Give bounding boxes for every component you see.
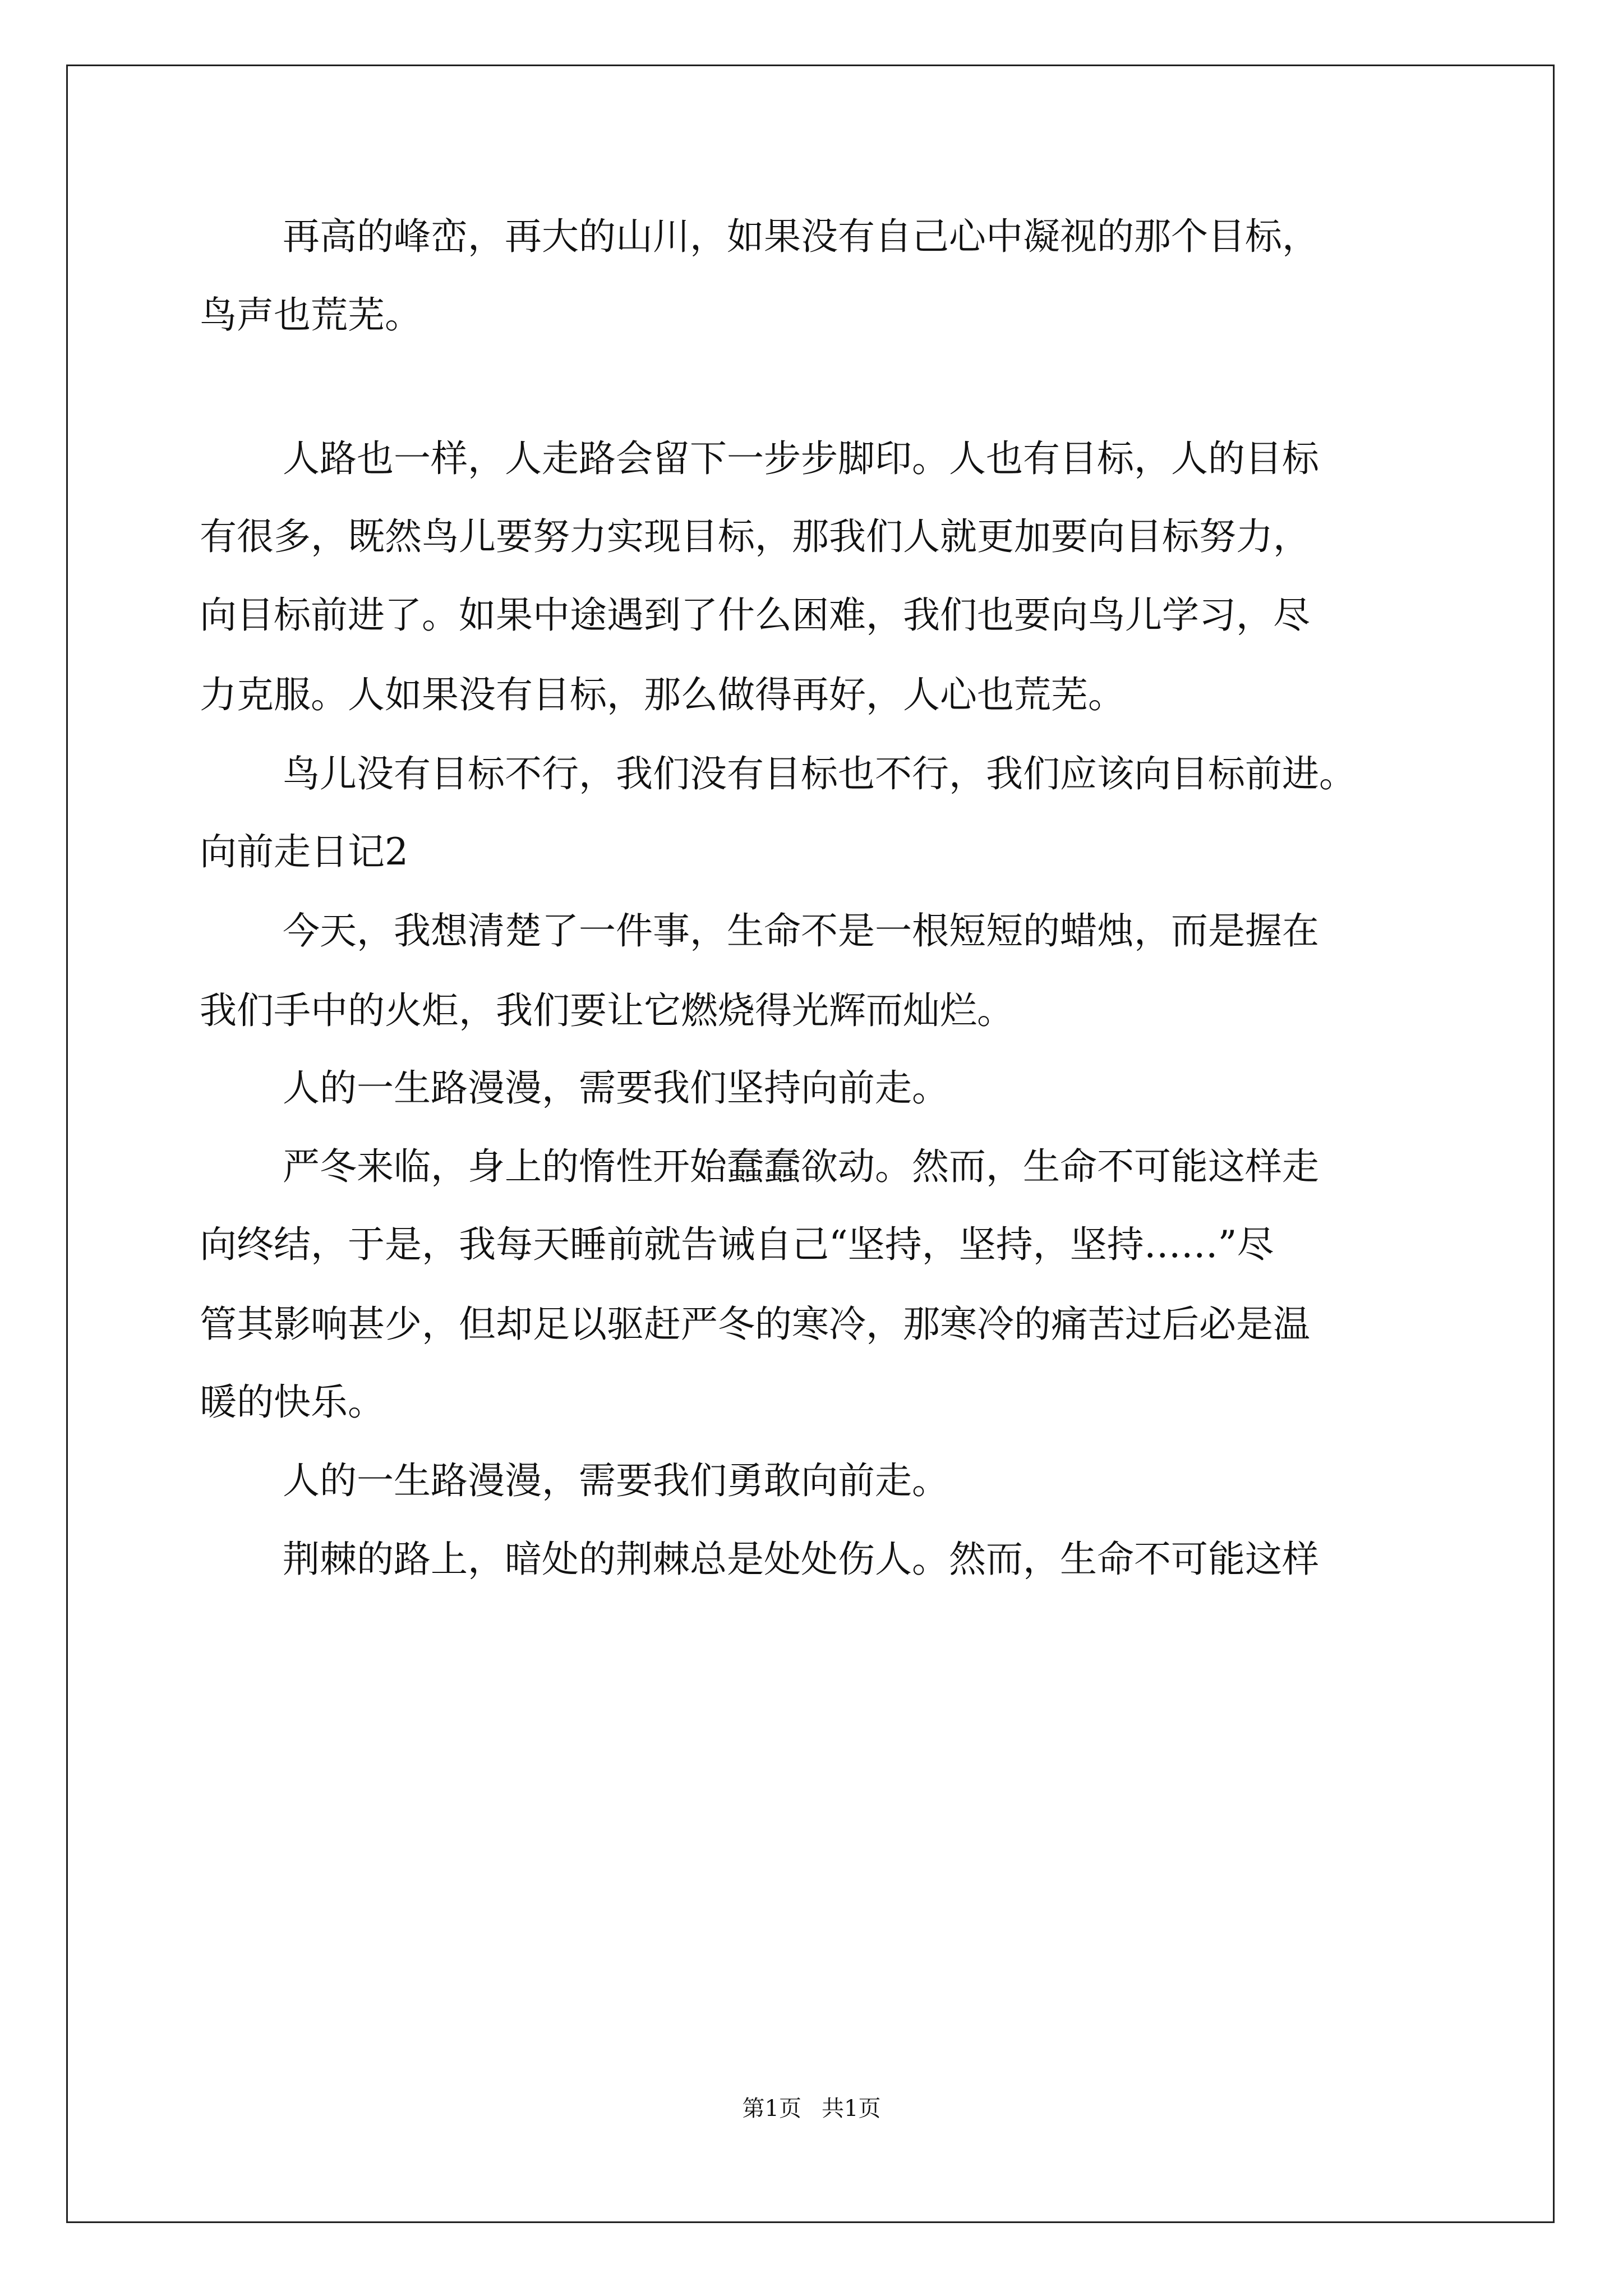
text-line: 人的一生路漫漫，需要我们坚持向前走。 (283, 1066, 949, 1110)
section-heading: 向前走日记2 (200, 830, 408, 873)
text-line: 管其影响甚少，但却足以驱赶严冬的寒冷，那寒冷的痛苦过后必是温 (200, 1303, 1310, 1346)
text-line: 再高的峰峦，再大的山川，如果没有自己心中凝视的那个目标， (283, 215, 1319, 258)
text-line: 人路也一样，人走路会留下一步步脚印。人也有目标，人的目标 (283, 437, 1319, 480)
text-line: 暖的快乐。 (200, 1381, 385, 1424)
text-line: 鸟声也荒芜。 (200, 293, 422, 337)
text-line: 今天，我想清楚了一件事，生命不是一根短短的蜡烛，而是握在 (283, 909, 1319, 953)
text-line: 力克服。人如果没有目标，那么做得再好，人心也荒芜。 (200, 673, 1125, 716)
page-footer (0, 2095, 1623, 2123)
text-line: 我们手中的火炬，我们要让它燃烧得光辉而灿烂。 (200, 989, 1014, 1032)
page-frame (66, 65, 1555, 2223)
text-line: 向目标前进了。如果中途遇到了什么困难，我们也要向鸟儿学习，尽 (200, 593, 1310, 637)
text-line: 有很多，既然鸟儿要努力实现目标，那我们人就更加要向目标努力， (200, 515, 1310, 558)
page-number: 第1页 (742, 2096, 801, 2122)
text-line: 人的一生路漫漫，需要我们勇敢向前走。 (283, 1459, 949, 1502)
text-line: 荆棘的路上，暗处的荆棘总是处处伤人。然而，生命不可能这样 (283, 1538, 1319, 1581)
text-line: 严冬来临，身上的惰性开始蠢蠢欲动。然而，生命不可能这样走 (283, 1145, 1319, 1188)
text-line: 向终结，于是，我每天睡前就告诫自己“坚持，坚持，坚持……”尽 (200, 1223, 1274, 1266)
text-line: 鸟儿没有目标不行，我们没有目标也不行，我们应该向目标前进。 (283, 752, 1356, 795)
page-total: 共1页 (822, 2096, 881, 2122)
